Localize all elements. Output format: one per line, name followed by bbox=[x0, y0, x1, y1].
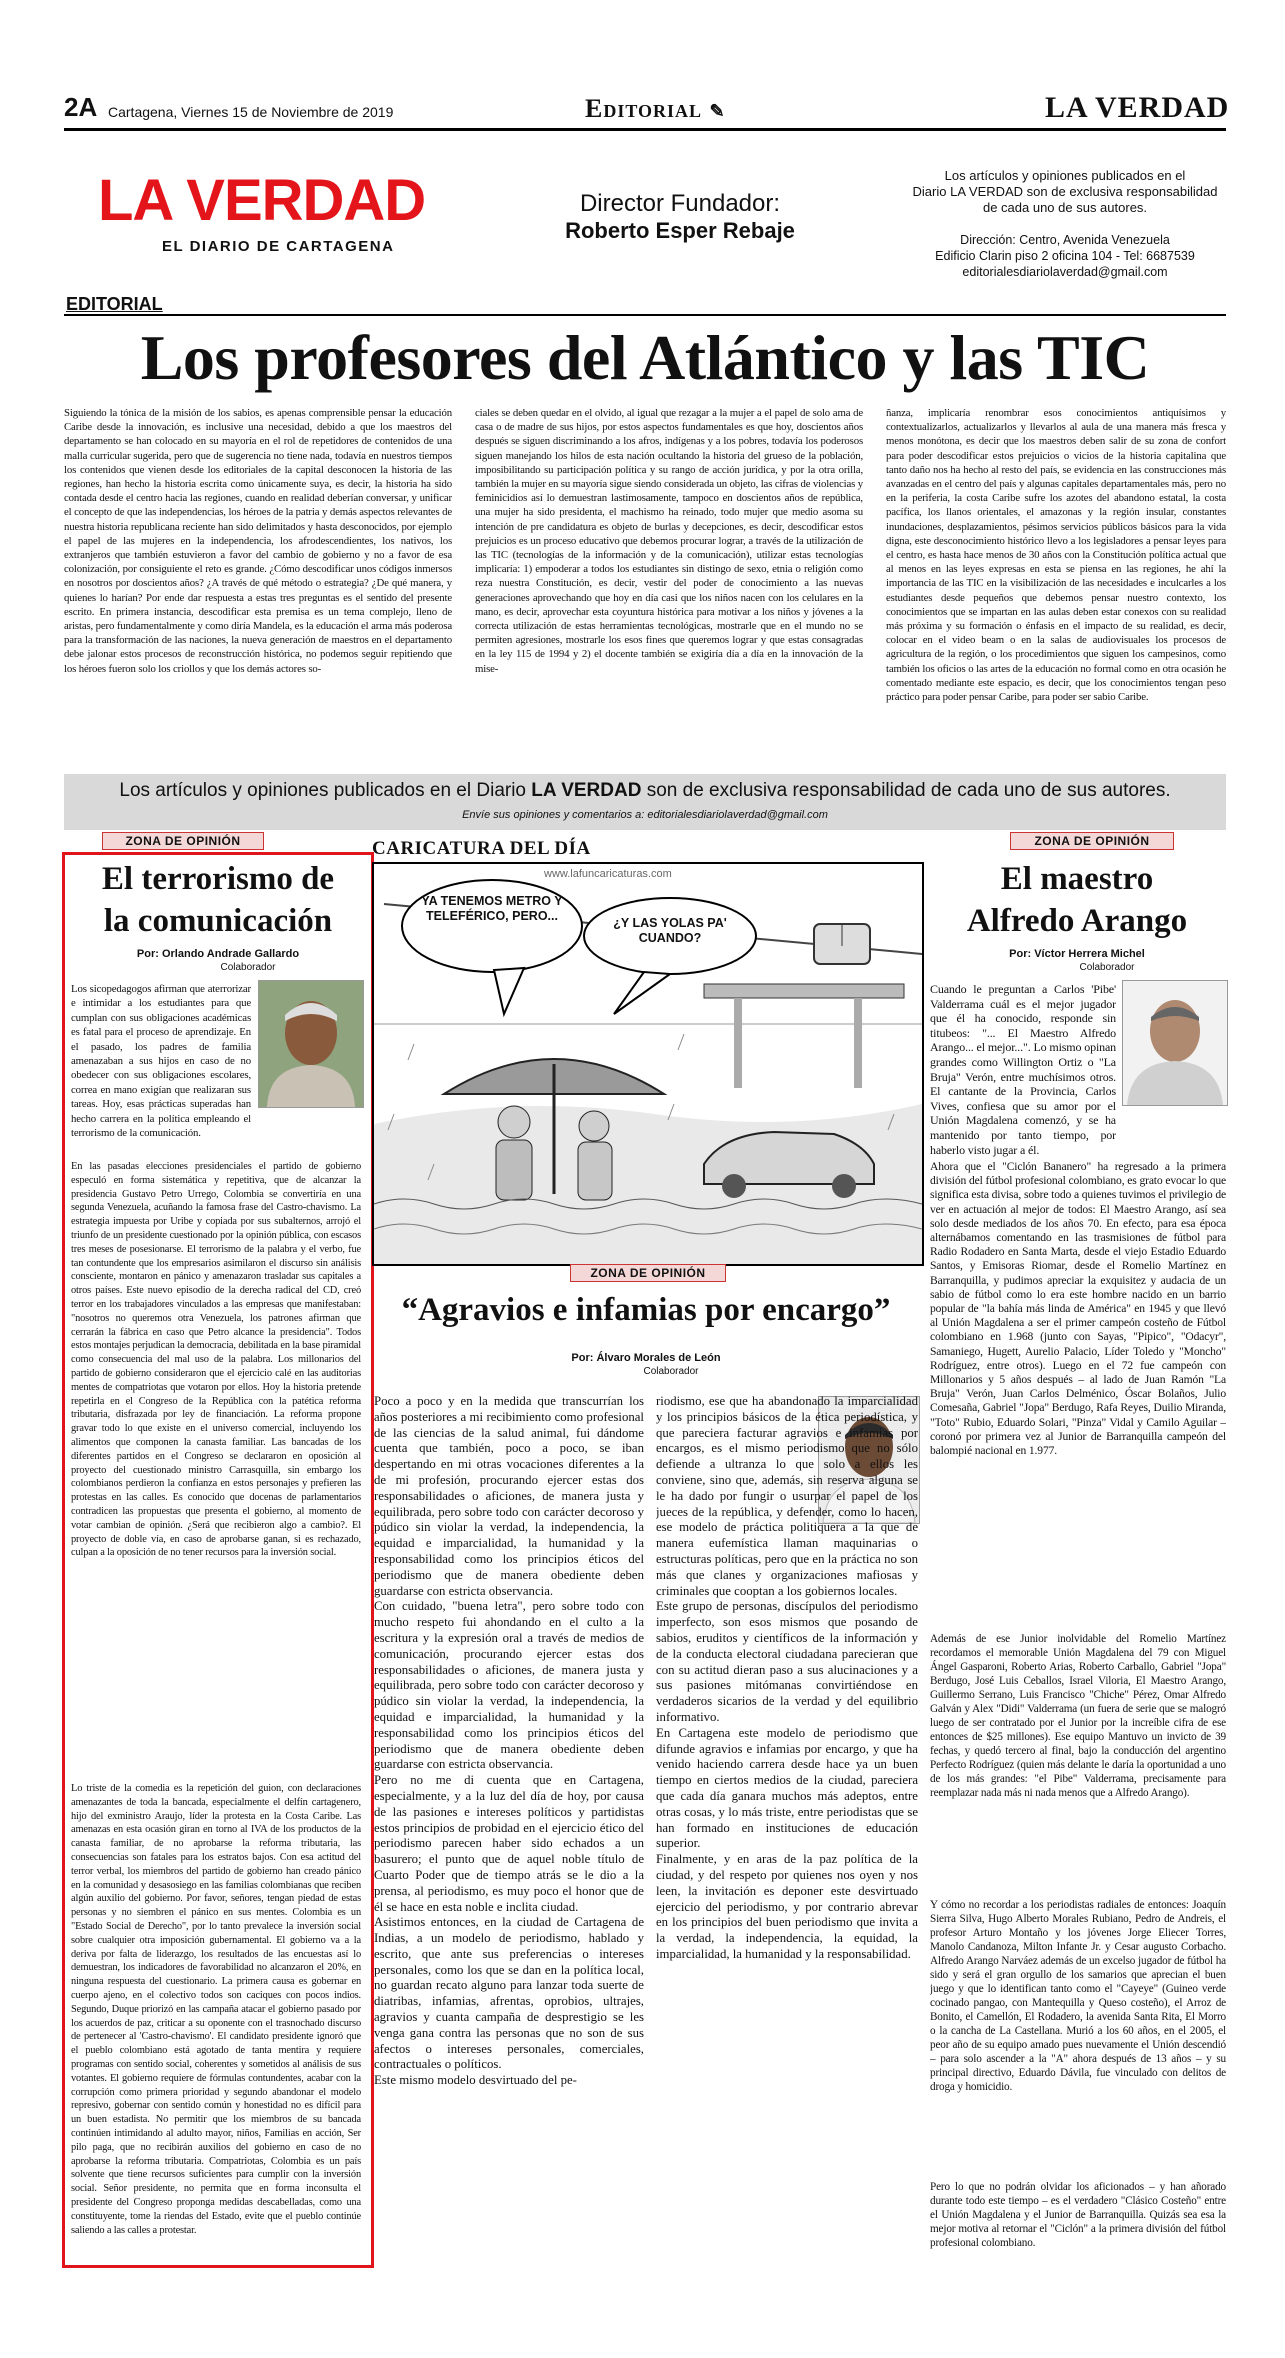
logo-subtitle: EL DIARIO DE CARTAGENA bbox=[162, 238, 395, 255]
caricature-watermark: www.lafuncaricaturas.com bbox=[544, 868, 672, 880]
author-portrait-icon bbox=[259, 981, 363, 1107]
left-text-intro: Los sicopedagogos afirman que aterrorizar e intimidar a los estudiantes para que cumplan con sus obligaciones académicas es fatal para el proceso de aprendizaje. En el pasado, los padres de familia amenazaban a sus hijos en caso de no obedecer con sus obligaciones escolares, correa en mano exigían que realizaran sus tareas. Hoy, esas prácticas superadas han hecho carrera en la política empleando el terrorismo de la comunicación. bbox=[71, 983, 251, 1140]
left-title-line-2: la comunicación bbox=[103, 903, 333, 939]
date-line: Cartagena, Viernes 15 de Noviembre de 2019 bbox=[108, 104, 394, 120]
left-zona-label: ZONA DE OPINIÓN bbox=[102, 832, 264, 850]
address-line-2: Edificio Clarin piso 2 oficina 104 - Tel: 6687539 bbox=[935, 249, 1195, 263]
center-column-2: riodismo, ese que ha abandonado la imparcialidad y los principios básicos de la ética periodística, y que pareciera facturar agravios e infamias por encargos, es el mismo periodismo que no sólo defiende a ultranza lo que solo a ellos les conviene, sino que, además, sin reserva alguna se le ha dado por fungir o usurpar el papel de los jueces de la república, y defender, como lo hacen, ese modelo de práctica politiquera a la que de manera eufemística llaman maquinarias o estructuras políticas, pero que en la práctica no son más que clanes y organizaciones mafiosas y criminales que cooptan a los gobiernos locales. Este grupo de personas, discípulos del periodismo imperfecto, son esos mismos que posando de sabios, eruditos y científicos de la información y de la conducta electoral ciudadana parecieran que con su actitud dieran paso a sus alucinaciones y a sus pasiones mitómanas convirtiéndose en verdaderos sicarios de la verdad y del equilibrio informativo. En Cartagena este modelo de periodismo que difunde agravios e infamias por encargo, y que ha venido haciendo carrera desde hace ya un buen tiempo en ciertos medios de la ciudad, pareciera que cada día ganara muchos más adeptos, entre otras cosas, y lo más triste, entre periodistas que se han formado en instituciones de educación superior. Finalmente, y en aras de la paz política de la ciudad, y del respeto por quienes nos oyen y nos leen, la invitación es deponer este desvirtuado ejercicio del periodismo, y por contrario abrevar en los principios del buen periodismo que invita a la verdad, la independencia, la equidad, la imparcialidad, la humanidad y la responsabilidad. bbox=[656, 1394, 918, 1961]
right-zona-label: ZONA DE OPINIÓN bbox=[1010, 832, 1174, 850]
left-text-main: En las pasadas elecciones presidenciales el partido de gobierno especuló en forma sistemática y repetitiva, que de alcanzar la presidencia Gustavo Petro Urrego, Colombia se convertiría en una segunda Venezuela, acuñando la famosa frase del Castro-chavismo. La estrategia impuesta por Uribe y copiada por sus subalternos, arrojó el triunfo de un presidente cuestionado por la opinión pública, con escasos tres meses de posesionarse. El terrorismo de la palabra y el verbo, fue tan contundente que los empresarios asimilaron el discurso sin análisis consciente, montaron en pánico y amenazaron trasladar sus capitales a otros países. Este nuevo episodio de la derecha radical del CD, creó terror en los trabajadores vinculados a las empresas que manifestaban: "nosotros no queremos otra Venezuela, los patrones afirman que cerrarán la fábrica en caso que Petro alcance la presidencia". Todos estos montajes perjudican la democracia, debilitada en la base piramidal como consecuencia del mal uso de la palabra. Los millonarios del partido de gobierno consideraron que el ejercicio calé en las auditorias mentes de compatriotas que votaron por ellos. Hoy la historia pretende repetirla en el Congreso de la República con la patética reforma tributaria, disfrazada por ley de financiación. La reforma propone gravar todo lo que existe en el universo comercial, incluyendo los alimentos que componen la canasta familiar. Las bancadas de los diferentes partidos en el Congreso se declararon en oposición al proyecto del cuestionado ministro Carrasquilla, sin embargo los colombianos perdieron la confianza en estos personajes y prefieren las protestas en las calles. Es conocido que docenas de parlamentarios contradicen las propuestas que presenta el gobierno, al momento de votar cambian de opinión. ¿Será que recibieron algo a cambio?. El proyecto de doble vía, en caso de aprobarse ganan, si es rechazado, culpan a la oposición de no tener recursos para la inversión social. bbox=[71, 1161, 361, 1559]
right-title-line-1: El maestro bbox=[1000, 861, 1154, 897]
editorial-column-3: ñanza, implicaría renombrar esos conocimientos antiquísimos y contextualizarlos, actualizarlos y llevarlos al aula de una manera más fresca y menos monótona, es decir que los maestros deben salir de su zona de confort para poder descodificar estos prejuicios o vicios de la historia capitalina que tanto daño nos ha hecho al resto del país, se evidencia en las construcciones más avanzadas en el centro del país y algunas capitales departamentales más, pero no en la periferia, la costa Caribe sufre los azotes del abandono estatal, la costa pacífica, los llanos orientales, el amazonas y la región insular, constantes inundaciones, desplazamientos, pésimos servicios públicos básicos para la vida digna, este desconocimiento histórico llevo a los legisladores a pensar leyes para el centro, es hasta hace menos de 30 años con la Constitución política actual que al menos en las leyes expresas en esta se piensa en las regiones, he ahí la importancia de las TIC en la visibilización de las necesidades e inculcarles a los estudiantes desde pequeños que debemos pensar nuestro contexto, los conocimientos que se impartan en las aulas deben estar conexos con su realidad más próxima y su formación o énfasis en el impacto de su realidad, es decir, colocar en el video beam o en la salas de audiovisuales los procesos de agricultura de la región, o los procedimientos que siguen los campesinos, como también los oficios o las artes de la educación no formal como en otra ocasión he comentado mediante este espacio, es decir, que los conocimientos tengan peso práctico para poder pensar Caribe, para poder ser sabio Caribe. bbox=[886, 407, 1226, 704]
editorial-kicker: EDITORIAL bbox=[66, 294, 163, 314]
speech-bubble-yolas: ¿Y LAS YOLAS PA' CUANDO? bbox=[613, 916, 727, 945]
masthead-address bbox=[905, 232, 1225, 280]
center-article-title: “Agravios e infamias por encargo” bbox=[401, 1292, 891, 1328]
left-title-line-1: El terrorismo de bbox=[101, 861, 335, 897]
right-author-photo bbox=[1122, 980, 1228, 1106]
masthead-disclaimer bbox=[905, 168, 1225, 216]
right-byline-role: Colaborador bbox=[1079, 962, 1135, 973]
right-text-intro: Cuando le preguntan a Carlos 'Pibe' Valderrama cuál es el mejor jugador que él ha conocido, responde sin titubeos: "... El Maestro Alfredo Arango... el mejor...". Lo mismo opinan grandes como Willington Ortiz o "La Bruja" Verón, entre muchísimos otros. El cantante de la Provincia, Carlos Vives, confiesa que su amor por el Unión Magdalena comenzó, y se ha mantenido por tanto tiempo, por haberlo visto jugar a él. bbox=[930, 982, 1116, 1157]
speech-bubble-metro: YA TENEMOS METRO Y TELEFÉRICO, PERO... bbox=[421, 894, 563, 923]
masthead-email: editorialesdiariolaverdad@gmail.com bbox=[962, 265, 1168, 279]
right-text-unión-79: Además de ese Junior inolvidable del Romelio Martínez recordamos el memorable Unión Magdalena del 79 con Miguel Ángel Gasparoni, Roberto Arias, Roberto Carballo, Gabriel "Jopa" Berdugo, José Luis Ceballos, Israel Viloria, El Maestro Arango, Guillermo Serrano, Luis Francisco "Chiche" Pérez, Omar Alfredo Galván y Alex "Didi" Valderrama (un fuera de serie que se malogró luego de ser contratado por el Junior por la increíble cifra de ese entonces de $25 millones). Ese equipo Mantuvo un invicto de 39 fechas, y quedó tercero al final, bajo la conducción del argentino Perfecto Rodríguez (quien más delante le daría la oportunidad a uno de los más grandes: "el Pibe" Valderrama, precisamente para reemplazar nada más ni nada menos que a Alfredo Arango). bbox=[930, 1633, 1226, 1799]
banner-sub: Envíe sus opiniones y comentarios a: editorialesdiariolaverdad@gmail.com bbox=[462, 809, 828, 821]
editorial-headline: Los profesores del Atlántico y las TIC bbox=[140, 322, 1150, 393]
logo-title: LA VERDAD bbox=[98, 168, 426, 233]
editorial-column-2: ciales se deben quedar en el olvido, al igual que rezagar a la mujer a el papel de solo ama de casa o de madre de sus hijos, por estos aspectos fundamentales es que hoy, doscientos años después se siguen discriminando a los afros, indígenas y a los pobres, todavía los poderosos siguen manejando los hilos de esta nación ocultando la historia del grueso de la población, imposibilitando su participación política y su rango de acción jurídica, y por la otra orilla, también la mujer en su mayoría sigue siendo considerada un objeto, las cifras de violencias y feminicidios así lo demuestran lastimosamente, tampoco en doscientos años de república, una mujer ha sido presidenta, el machismo ha reinado, todo mujer que medio asoma su intención de pre candidatura es objeto de burlas y decepciones, es decir, descodificar estos prejuicios es un proceso educativo que debemos procurar lograr, a través de la utilización de las TIC (tecnologías de la información y de la comunicación), utilizar estas tecnologías implicaría: 1) empoderar a todos los estudiantes sin distingo de sexo, etnia o religión como reza nuestra Constitución, es decir, vestir del poder de conocimiento a las nuevas generaciones aprovechando que hoy en día casi que los niños nacen con los celulares en la mano, es decir, aprovechar esta coyuntura histórica para motivar a los niños y jóvenes a la correcta utilización de estas herramientas tecnológicas, mostrarle que en el mundo no se permiten agresiones, mostrarle los esos fines que queremos lograr y que estas consagradas en la ley 115 de 1994 y 2) el docente también se exigiría día a día en la innovación de la mise- bbox=[475, 407, 863, 675]
disclaimer-banner bbox=[64, 774, 1226, 830]
banner-main-brand: LA VERDAD bbox=[531, 780, 642, 801]
author-portrait-icon bbox=[1123, 981, 1227, 1105]
banner-main-post: son de exclusiva responsabilidad de cada uno de sus autores. bbox=[646, 780, 1171, 801]
right-text-history: Ahora que el "Ciclón Bananero" ha regresado a la primera división del fútbol profesional colombiano, es grato evocar lo que significa esta divisa, sobre todo a quienes tuvimos el privilegio de ver en actuación al mejor de todos: El Maestro Arango, así sea solo desde mediados de los años 70. En efecto, para esa época alternábamos comentando en las trasmisiones de fútbol para Radio Rodadero en Santa Marta, desde el viejo Estadio Eduardo Santos, y Emisoras Riomar, desde el Romelio Martínez en Barranquilla, y pudimos apreciar la exquisitez y audacia de un sabio de fútbol como lo era este hombre nacido en un barrio popular de "la bahía más linda de América" en 1945 y que llevó al Unión Magdalena a ser el primer campeón costeño de Fútbol colombiano en 1.968 (junto con Sayas, "Pipico", "Odacyr", Samaniego, Hugett, Aurelio Palacio, Líder Toledo y "Moncho" Rodríguez, entre otros). Luego en el 72 fue campeón con Millonarios y 5 años después – al lado de Juan Ramón "La Bruja" Verón, Juan Carlos Delménico, Óscar Bolaños, Julio Comesaña, Gabriel "Jopa" Berdugo, Rafa Reyes, Duilio Miranda, "Toto" Rubio, Eduardo Solari, "Pinza" Vidal y Camilo Aguilar – coronó por primera vez al Junior de Barranquilla campeón del balompié nacional en 1.977. bbox=[930, 1160, 1226, 1458]
founder-label: Director Fundador: bbox=[579, 190, 781, 217]
section-title bbox=[585, 94, 726, 124]
editorial-column-1: Siguiendo la tónica de la misión de los sabios, es apenas comprensible pensar la educación Caribe desde la innovación, es inclusive una necesidad, debido a que los maestros del departamento se han colocado en su mayoría en el rol de repetidores de contenidos de una malla curricular sugerida, pero que de sugerencia no tiene nada, todavía en nuestros tiempos los contenidos que vienen desde los editoriales de la capital desconocen la historia de las regiones, han hecho la historia escrita como únicamente suya, es decir, la historia ha sido contada desde el centro hacia las regiones, cuando en realidad deberían conversar, y unificar el concepto de que las independencias, los héroes de la patria y demás aspectos relevantes de nuestra historia republicana reciente han sido delimitados y hasta desconocidos, por ejemplo el papel de las mujeres en la independencia, los afrodescendientes, los nativos, los extranjeros que también estuvieron a favor del cambio de gobierno y no a favor de esa colonización, por consiguiente el reto es grande. ¿Cómo descodificar unos códigos inmersos en nosotros por doscientos años? ¿A través de qué método o estrategia? ¿De qué manera, y quienes lo harían? Por ende dar respuesta a estas tres preguntas es el sentido del presente escrito. En primera instancia, descodificar esta premisa es un tema complejo, lleno de aristas, pero fundamentalmente y como diría Mandela, es la educación el arma más poderosa para la transformación de las naciones, la nueva generación de maestros en el departamento debe jalonar estos procesos de reconstrucción histórica, no podemos seguir repitiendo que los héroes fueron solo los criollos y que los demás actores so- bbox=[64, 407, 452, 675]
caricature-frame bbox=[372, 862, 924, 1266]
editorial-kicker-rule bbox=[64, 314, 1226, 316]
right-text-periodistas: Y cómo no recordar a los periodistas radiales de entonces: Joaquín Sierra Silva, Hugo Alberto Morales Rubiano, Pedro de Andreis, el profesor Arturo Montaño y los jóvenes Jorge Eliecer Torres, Manolo Candanoza, Milton Infante Jr. y Cesar augusto Corbacho. Alfredo Arango Narváez además de un excelso jugador de fútbol ha sido y será el gran orgullo de los samarios que aprecian el buen juego y que lo identifican tanto como el "Cayeye" (Guineo verde cocinado pangao, con Mantequilla y Queso costeño), el Arroz de Bonito, el Camellón, El Rodadero, la avenida Santa Rita, El Morro o la cancha de La Castellana. Murió a los 60 años, en el 2005, el peor año de su equipo amado pues nuevamente el Unión descendió – para solo ascender a la "A" ahora después de 13 años – y su principal directivo, Eduardo Dávila, fue vinculado con delitos de droga y homicidio. bbox=[930, 1899, 1226, 2093]
center-column-1: Poco a poco y en la medida que transcurrían los años posteriores a mi recibimiento como profesional de las ciencias de la salud animal, fui dándome cuenta que también, poco a poco, se iban despertando en mi otras vocaciones diferentes a la de mi profesión, procurando ejercer estas dos responsabilidades o aficiones, de manera justa y equilibrada, pero sobre todo con carácter decoroso y púdico sin violar la verdad, la independencia, la equidad e imparcialidad, la humanidad y la responsabilidad como los principios éticos del periodismo que de manera obediente deben guardarse con estricta observancia. Con cuidado, "buena letra", pero sobre todo con mucho respeto fui ahondando en el culto a la escritura y la expresión oral a través de medios de comunicación, procurando ejercer estas dos responsabilidades o aficiones, de manera justa y equilibrada, pero sobre todo con carácter decoroso y púdico sin violar la verdad, la independencia, la equidad e imparcialidad, la humanidad y la responsabilidad como los principios éticos del periodismo que de manera obediente deben guardarse con estricta observancia. Pero no me di cuenta que en Cartagena, especialmente, y a la luz del día de hoy, por causa de las pasiones e intereses políticos y partidistas estos principios de probidad en el ejercicio ético del periodismo parecen haber sido echados a un basurero; el punto que de aquel noble título de Cuarto Poder que de tiempo atrás se le dio a la prensa, al periodismo, es muy poco el honor que de él se hace en esta noble e inclita ciudad. Asistimos entonces, en la ciudad de Cartagena de Indias, a un modelo de periodismo, hablado y escrito, que ante sus preferencias o intereses personales, como los que se dan en la política local, no guardan recato alguno para lanzar toda suerte de diatribas, infamias, afrentas, oprobios, ultrajes, agravios y cuanta campaña de desprestigio se les venga gana contra las personas que no son de sus afectos o intereses personales, comerciales, contractuales o políticos. Este mismo modelo desvirtuado del pe- bbox=[374, 1394, 644, 2088]
disclaimer-line-3: de cada uno de sus autores. bbox=[982, 200, 1148, 215]
left-article-title bbox=[68, 858, 368, 942]
caricature-label: CARICATURA DEL DÍA bbox=[372, 838, 591, 859]
right-byline: Por: Víctor Herrera Michel bbox=[1009, 948, 1145, 960]
left-byline: Por: Orlando Andrade Gallardo bbox=[136, 948, 300, 960]
header-rule bbox=[64, 128, 1226, 131]
right-text-closing: Pero lo que no podrán olvidar los aficionados – y han añorado durante todo este tiempo – es el verdadero "Clásico Costeño" entre el Unión Magdalena y el Junior de Barranquilla. Quizás sea esa la mejor motiva al retornar el "Ciclón" a la primera división del fútbol profesional colombiano. bbox=[930, 2181, 1226, 2249]
disclaimer-line-2: Diario LA VERDAD son de exclusiva responsabilidad bbox=[912, 184, 1218, 199]
right-title-line-2: Alfredo Arango bbox=[966, 903, 1188, 939]
banner-main bbox=[64, 780, 1226, 802]
founder-name: Roberto Esper Rebaje bbox=[565, 218, 795, 243]
address-line-1: Dirección: Centro, Avenida Venezuela bbox=[960, 233, 1170, 247]
left-author-photo bbox=[258, 980, 364, 1108]
header-brand: LA VERDAD bbox=[1045, 91, 1230, 124]
left-byline-role: Colaborador bbox=[220, 962, 276, 973]
disclaimer-line-1: Los artículos y opiniones publicados en el bbox=[944, 168, 1186, 183]
center-byline: Por: Álvaro Morales de León bbox=[571, 1352, 721, 1364]
banner-main-pre: Los artículos y opiniones publicados en el Diario bbox=[119, 780, 527, 801]
section-label: Editorial bbox=[585, 94, 703, 123]
center-byline-role: Colaborador bbox=[643, 1366, 699, 1377]
quill-icon: ✎ bbox=[709, 101, 726, 121]
right-article-title bbox=[928, 858, 1226, 942]
page-number: 2A bbox=[64, 92, 98, 122]
left-text-closing: Lo triste de la comedia es la repetición del guion, con declaraciones amenazantes de toda la bancada, especialmente el delfín cartagenero, hijo del exministro Araujo, líder la protesta en la Costa Caribe. Las amenazas en esta ocasión giran en torno al IVA de los productos de la canasta familiar, de no aprobarse la reforma tributaria, las consecuencias son fatales para los estratos bajos. Con esa actitud del terror verbal, los miembros del partido de gobierno han creado pánico en la comunidad y desasosiego en las familias colombianas que reciben algún auxilio del gobierno. Por favor, señores, tengan piedad de estas personas y no siembren el pánico en sus mentes. Colombia es un "Estado Social de Derecho", por lo tanto prevalece la inversión social sobre cualquier otra imposición gubernamental. El gobierno va a la deriva por falta de liderazgo, los resultados de las encuestas así lo demuestran, los indicadores de favorabilidad no alcanzaron el 20%, en ninguna respuesta del cuestionario. La primera causa es gobernar en cuerpo ajeno, en el colectivo todos son caciques con pocos indios. Segundo, Duque priorizó en las campaña atacar el gobierno pasado por los acuerdos de paz, criticar a su oponente con el trasnochado discurso de pertenecer al 'Castro-chavismo'. El candidato presidente ignoró que el pueblo colombiano está agotado de tanta mentira y requiere programas con sentido social, coherentes y sometidos al análisis de sus votantes. El gobierno requiere de fórmulas contundentes, acabar con la corrupción como primera prioridad y segundo abandonar el modelo represivo, gobernar con sentido común y honestidad no es difícil para un buen estadista. No permitir que los miembros de su bancada continúen intimidando al adulto mayor, niños, Familias en acción, Ser pilo paga, que no recibirán auxilios del gobierno en caso de no aprobarse la reforma tributaria. Compatriotas, Colombia es un país solvente que tiene recursos suficientes para cumplir con la inversión social. Señor presidente, no permita que en forma inconsulta el presidente del Congreso proponga medidas descabelladas, como una constituyente, tome la riendas del Estado, evite que el pueblo continúe saliendo a las calles a protestar. bbox=[71, 1783, 361, 2236]
center-zona-label: ZONA DE OPINIÓN bbox=[570, 1264, 726, 1282]
